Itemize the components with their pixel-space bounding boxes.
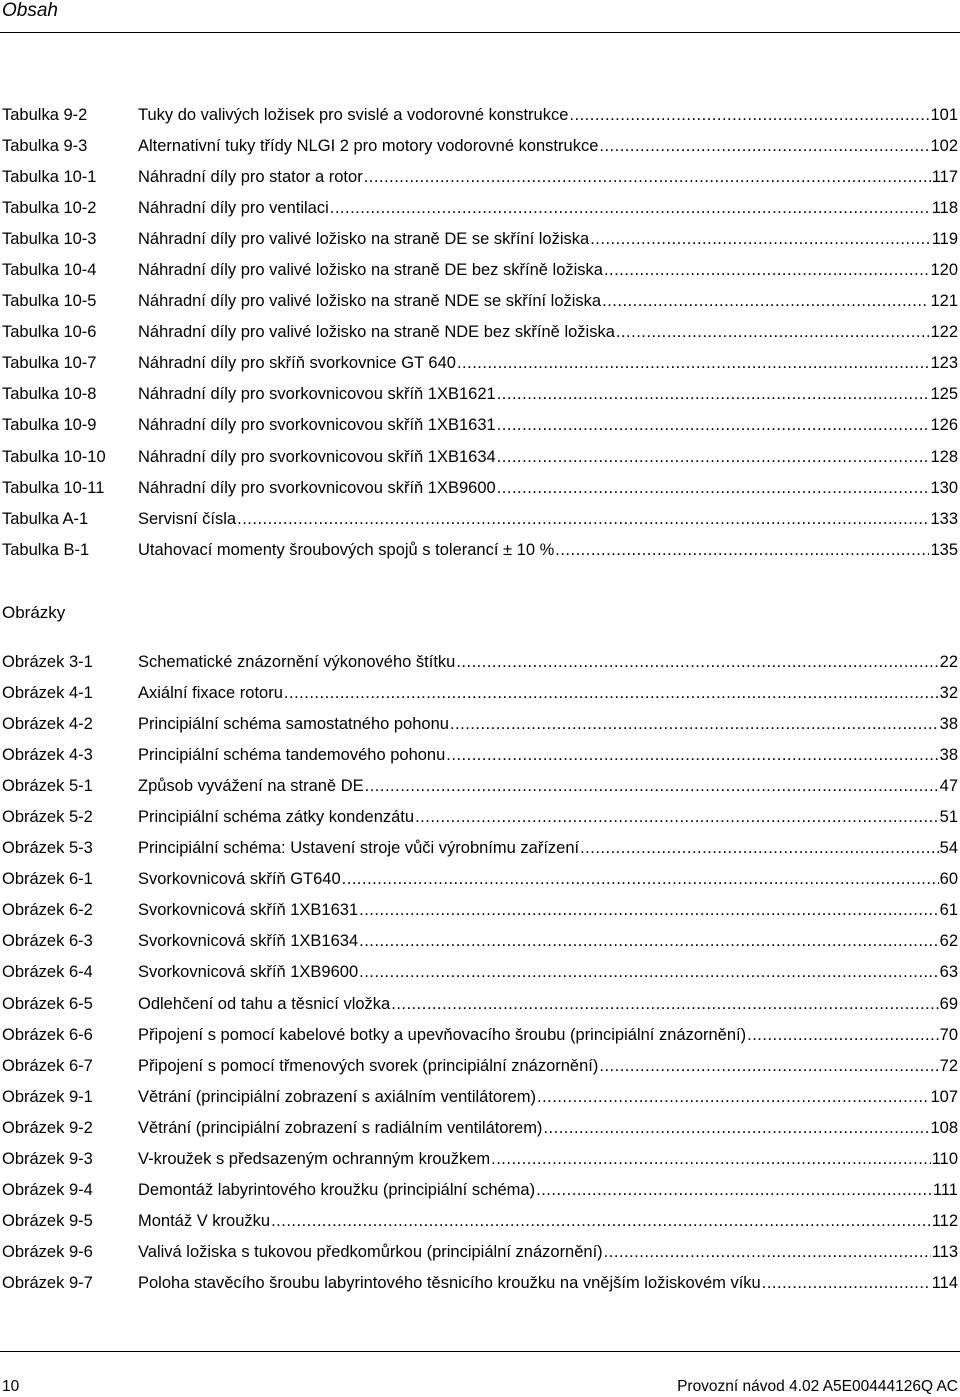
dot-leader <box>604 1237 931 1268</box>
toc-page-number: 135 <box>930 540 958 559</box>
toc-page-number: 128 <box>930 447 958 466</box>
dot-leader <box>497 410 930 441</box>
figures-list <box>0 647 960 1299</box>
toc-entry-label: Tabulka 10-3 <box>2 230 97 249</box>
dot-leader <box>271 1206 931 1237</box>
toc-entry-title: Principiální schéma tandemového pohonu <box>138 746 446 765</box>
toc-entry-label: Tabulka 10-7 <box>2 354 97 373</box>
figure-toc-row[interactable] <box>0 1237 960 1268</box>
toc-page-number: 72 <box>939 1056 958 1075</box>
toc-entry-label: Obrázek 9-1 <box>2 1087 93 1106</box>
toc-entry-label: Obrázek 9-5 <box>2 1211 93 1230</box>
toc-entry-title: Náhradní díly pro svorkovnicovou skříň 1XB9600 <box>138 478 496 497</box>
toc-entry-label: Obrázek 6-3 <box>2 932 93 951</box>
figure-toc-row[interactable] <box>0 709 960 740</box>
dot-leader <box>497 442 930 473</box>
toc-page-number: 122 <box>930 323 958 342</box>
dot-leader <box>359 926 939 957</box>
figure-toc-row[interactable] <box>0 989 960 1020</box>
toc-entry-title: Demontáž labyrintového kroužku (principiální schéma) <box>138 1180 536 1199</box>
toc-page-number: 130 <box>930 478 958 497</box>
toc-entry-line <box>138 193 958 224</box>
toc-page-number: 32 <box>939 684 958 703</box>
table-toc-row[interactable] <box>0 100 960 131</box>
toc-entry-title: Náhradní díly pro valivé ložisko na straně NDE bez skříně ložiska <box>138 323 615 342</box>
toc-entry-title: Náhradní díly pro valivé ložisko na straně NDE se skříní ložiska <box>138 292 602 311</box>
toc-entry-line <box>138 255 958 286</box>
toc-page-number: 60 <box>939 870 958 889</box>
table-toc-row[interactable] <box>0 410 960 441</box>
toc-entry-title: Alternativní tuky třídy NLGI 2 pro motory vodorovné konstrukce <box>138 137 599 156</box>
toc-entry-label: Obrázek 9-3 <box>2 1149 93 1168</box>
toc-entry-line <box>138 1175 958 1206</box>
figure-toc-row[interactable] <box>0 926 960 957</box>
toc-entry-title: Utahovací momenty šroubových spojů s tolerancí ± 10 % <box>138 540 555 559</box>
toc-page-number: 111 <box>932 1180 958 1199</box>
footer-divider <box>0 1351 960 1352</box>
dot-leader <box>359 895 939 926</box>
toc-entry-line <box>138 802 958 833</box>
dot-leader <box>457 348 930 379</box>
toc-entry-line <box>138 1020 958 1051</box>
toc-entry-label: Obrázek 4-1 <box>2 684 93 703</box>
toc-entry-title: V-kroužek s předsazeným ochranným kroužkem <box>138 1149 491 1168</box>
toc-entry-title: Tuky do valivých ložisek pro svislé a vodorovné konstrukce <box>138 106 569 124</box>
toc-entry-line <box>138 286 958 317</box>
dot-leader <box>536 1175 932 1206</box>
toc-page-number: 112 <box>931 1211 958 1230</box>
toc-page-number: 108 <box>930 1118 958 1137</box>
figure-toc-row[interactable] <box>0 647 960 678</box>
toc-entry-line <box>138 740 958 771</box>
dot-leader <box>602 286 929 317</box>
toc-page-number: 120 <box>930 261 958 280</box>
toc-page-number: 102 <box>930 137 958 156</box>
figure-toc-row[interactable] <box>0 957 960 988</box>
dot-leader <box>415 802 939 833</box>
table-toc-row[interactable] <box>0 193 960 224</box>
document-info: Provozní návod 4.02 A5E00444126Q AC <box>677 1378 958 1395</box>
toc-page-number: 118 <box>931 199 958 218</box>
toc-entry-title: Svorkovnicová skříň GT640 <box>138 870 341 889</box>
toc-page-number: 38 <box>939 746 958 765</box>
toc-entry-title: Servisní čísla <box>138 509 237 528</box>
toc-entry-label: Obrázek 5-2 <box>2 808 93 827</box>
figure-toc-row[interactable] <box>0 864 960 895</box>
figure-toc-row[interactable] <box>0 1020 960 1051</box>
toc-entry-title: Odlehčení od tahu a těsnicí vložka <box>138 994 391 1013</box>
toc-entry-title: Způsob vyvážení na straně DE <box>138 777 364 796</box>
dot-leader <box>537 1082 929 1113</box>
dot-leader <box>599 1051 938 1082</box>
toc-entry-title: Náhradní díly pro skříň svorkovnice GT 640 <box>138 354 456 373</box>
toc-entry-title: Náhradní díly pro valivé ložisko na straně DE bez skříně ložiska <box>138 261 603 280</box>
toc-entry-line <box>138 1051 958 1082</box>
toc-entry-title: Principiální schéma zátky kondenzátu <box>138 808 415 827</box>
figure-toc-row[interactable] <box>0 1268 960 1299</box>
toc-entry-label: Tabulka 10-8 <box>2 385 97 404</box>
dot-leader <box>497 473 930 504</box>
toc-entry-label: Tabulka 10-6 <box>2 323 97 342</box>
dot-leader <box>747 1020 939 1051</box>
toc-entry-line <box>138 379 958 410</box>
toc-entry-line <box>138 535 958 566</box>
toc-entry-line <box>138 709 958 740</box>
table-toc-row[interactable] <box>0 162 960 193</box>
toc-entry-label: Obrázek 9-2 <box>2 1118 93 1137</box>
toc-page-number: 69 <box>939 994 958 1013</box>
page-header <box>0 0 960 38</box>
toc-entry-title: Náhradní díly pro svorkovnicovou skříň 1XB1621 <box>138 385 496 404</box>
toc-entry-line <box>138 348 958 379</box>
dot-leader <box>604 255 930 286</box>
toc-page-number: 63 <box>939 963 958 982</box>
figure-toc-row[interactable] <box>0 1051 960 1082</box>
toc-entry-title: Schematické znázornění výkonového štítku <box>138 653 456 671</box>
toc-entry-line <box>138 1113 958 1144</box>
dot-leader <box>555 535 929 566</box>
table-toc-row[interactable] <box>0 473 960 504</box>
page-number: 10 <box>2 1378 20 1395</box>
toc-entry-line <box>138 473 958 504</box>
toc-entry-title: Valivá ložiska s tukovou předkomůrkou (principiální znázornění) <box>138 1242 603 1261</box>
toc-entry-line <box>138 1237 958 1268</box>
toc-entry-line <box>138 1144 958 1175</box>
toc-page-number: 61 <box>939 901 958 920</box>
toc-page-number: 123 <box>930 354 958 373</box>
toc-entry-title: Svorkovnicová skříň 1XB1634 <box>138 932 359 951</box>
toc-page-number: 133 <box>930 509 958 528</box>
header-divider <box>0 32 960 33</box>
toc-entry-label: Tabulka 10-1 <box>2 168 97 187</box>
table-toc-row[interactable] <box>0 286 960 317</box>
dot-leader <box>491 1144 931 1175</box>
tables-list <box>0 100 960 566</box>
toc-entry-label: Obrázek 6-7 <box>2 1056 93 1075</box>
table-toc-row[interactable] <box>0 131 960 162</box>
toc-page-number: 119 <box>931 230 958 249</box>
toc-entry-line <box>138 833 958 864</box>
dot-leader <box>391 989 938 1020</box>
dot-leader <box>330 193 931 224</box>
table-toc-row[interactable] <box>0 535 960 566</box>
toc-entry-label: Tabulka B-1 <box>2 540 90 559</box>
toc-page-number: 101 <box>930 106 958 124</box>
dot-leader <box>762 1268 931 1299</box>
dot-leader <box>616 317 930 348</box>
dot-leader <box>580 833 939 864</box>
figure-toc-row[interactable] <box>0 1082 960 1113</box>
figures-heading: Obrázky <box>2 603 66 622</box>
figure-toc-row[interactable] <box>0 895 960 926</box>
dot-leader <box>365 771 939 802</box>
toc-entry-line <box>138 864 958 895</box>
table-toc-row[interactable] <box>0 348 960 379</box>
toc-entry-label: Obrázek 9-4 <box>2 1180 93 1199</box>
toc-entry-title: Náhradní díly pro valivé ložisko na straně DE se skříní ložiska <box>138 230 590 249</box>
toc-entry-title: Náhradní díly pro ventilaci <box>138 199 329 218</box>
toc-entry-label: Obrázek 9-7 <box>2 1273 93 1292</box>
dot-leader <box>497 379 930 410</box>
dot-leader <box>446 740 938 771</box>
toc-page-number: 110 <box>931 1149 958 1168</box>
toc-page-number: 70 <box>939 1025 958 1044</box>
figure-toc-row[interactable] <box>0 802 960 833</box>
toc-page-number: 22 <box>939 653 958 671</box>
toc-entry-title: Montáž V kroužku <box>138 1211 271 1230</box>
toc-entry-label: Tabulka 10-10 <box>2 447 106 466</box>
toc-page-number: 114 <box>931 1273 958 1292</box>
toc-entry-line <box>138 989 958 1020</box>
toc-entry-line <box>138 895 958 926</box>
toc-entry-title: Připojení s pomocí třmenových svorek (principiální znázornění) <box>138 1056 599 1075</box>
toc-page-number: 54 <box>939 839 958 858</box>
toc-entry-title: Svorkovnicová skříň 1XB9600 <box>138 963 359 982</box>
table-toc-row[interactable] <box>0 317 960 348</box>
dot-leader <box>364 162 931 193</box>
figure-toc-row[interactable] <box>0 833 960 864</box>
toc-entry-title: Větrání (principiální zobrazení s radiálním ventilátorem) <box>138 1118 543 1137</box>
toc-entry-line <box>138 504 958 535</box>
toc-entry-line <box>138 224 958 255</box>
table-toc-row[interactable] <box>0 442 960 473</box>
toc-entry-title: Větrání (principiální zobrazení s axiálním ventilátorem) <box>138 1087 537 1106</box>
toc-entry-title: Připojení s pomocí kabelové botky a upevňovacího šroubu (principiální znázornění) <box>138 1025 747 1044</box>
toc-entry-line <box>138 1082 958 1113</box>
toc-entry-line <box>138 771 958 802</box>
toc-entry-title: Principiální schéma samostatného pohonu <box>138 715 449 734</box>
dot-leader <box>590 224 930 255</box>
table-toc-row[interactable] <box>0 379 960 410</box>
toc-entry-line <box>138 957 958 988</box>
toc-entry-line <box>138 162 958 193</box>
figure-toc-row[interactable] <box>0 740 960 771</box>
figure-toc-row[interactable] <box>0 771 960 802</box>
toc-entry-line <box>138 100 958 131</box>
toc-entry-label: Obrázek 9-6 <box>2 1242 93 1261</box>
toc-entry-line <box>138 1268 958 1299</box>
toc-entry-label: Obrázek 5-3 <box>2 839 93 858</box>
toc-entry-label: Obrázek 6-6 <box>2 1025 93 1044</box>
toc-entry-line <box>138 1206 958 1237</box>
dot-leader <box>456 647 938 678</box>
toc-entry-title: Náhradní díly pro svorkovnicovou skříň 1XB1631 <box>138 416 496 435</box>
dot-leader <box>450 709 939 740</box>
toc-page-number: 51 <box>939 808 958 827</box>
toc-page-number: 62 <box>939 932 958 951</box>
table-toc-row[interactable] <box>0 504 960 535</box>
dot-leader <box>359 957 939 988</box>
toc-entry-line <box>138 442 958 473</box>
toc-entry-label: Obrázek 6-5 <box>2 994 93 1013</box>
dot-leader <box>284 678 939 709</box>
toc-entry-label: Obrázek 5-1 <box>2 777 93 796</box>
figure-toc-row[interactable] <box>0 1206 960 1237</box>
toc-entry-label: Obrázek 3-1 <box>2 653 93 671</box>
toc-entry-label: Tabulka 9-3 <box>2 137 88 156</box>
toc-entry-line <box>138 647 958 678</box>
toc-page-number: 126 <box>930 416 958 435</box>
figure-toc-row[interactable] <box>0 1144 960 1175</box>
toc-entry-label: Tabulka 10-2 <box>2 199 97 218</box>
dot-leader <box>342 864 939 895</box>
toc-entry-label: Tabulka 10-5 <box>2 292 97 311</box>
toc-entry-label: Tabulka 10-11 <box>2 478 105 497</box>
toc-entry-title: Poloha stavěcího šroubu labyrintového těsnicího kroužku na vnějším ložiskovém víku <box>138 1273 761 1292</box>
toc-entry-line <box>138 317 958 348</box>
toc-entry-label: Tabulka 10-9 <box>2 416 97 435</box>
toc-page-number: 117 <box>931 168 958 187</box>
toc-entry-label: Obrázek 6-4 <box>2 963 93 982</box>
toc-entry-line <box>138 678 958 709</box>
dot-leader <box>599 131 929 162</box>
toc-entry-line <box>138 926 958 957</box>
figure-toc-row[interactable] <box>0 678 960 709</box>
toc-page-number: 125 <box>930 385 958 404</box>
toc-page-number: 38 <box>939 715 958 734</box>
toc-entry-label: Tabulka A-1 <box>2 509 89 528</box>
toc-entry-line <box>138 131 958 162</box>
toc-entry-label: Obrázek 4-3 <box>2 746 93 765</box>
toc-page-number: 121 <box>930 292 958 311</box>
toc-entry-label: Tabulka 10-4 <box>2 261 97 280</box>
dot-leader <box>237 504 929 535</box>
toc-page-number: 107 <box>930 1087 958 1106</box>
toc-entry-title: Principiální schéma: Ustavení stroje vůči výrobnímu zařízení <box>138 839 580 858</box>
toc-entry-title: Axiální fixace rotoru <box>138 684 283 703</box>
toc-entry-line <box>138 410 958 441</box>
toc-page-number: 47 <box>939 777 958 796</box>
toc-entry-label: Obrázek 6-2 <box>2 901 93 920</box>
figure-toc-row[interactable] <box>0 1175 960 1206</box>
toc-entry-label: Tabulka 9-2 <box>2 106 88 124</box>
table-toc-row[interactable] <box>0 224 960 255</box>
page-title: Obsah <box>2 0 58 21</box>
table-toc-row[interactable] <box>0 255 960 286</box>
dot-leader <box>543 1113 929 1144</box>
toc-entry-title: Náhradní díly pro stator a rotor <box>138 168 363 187</box>
toc-entry-title: Svorkovnicová skříň 1XB1631 <box>138 901 359 920</box>
toc-entry-label: Obrázek 6-1 <box>2 870 93 889</box>
figure-toc-row[interactable] <box>0 1113 960 1144</box>
toc-page-number: 113 <box>931 1242 958 1261</box>
toc-entry-title: Náhradní díly pro svorkovnicovou skříň 1XB1634 <box>138 447 496 466</box>
toc-entry-label: Obrázek 4-2 <box>2 715 93 734</box>
dot-leader <box>569 100 929 131</box>
